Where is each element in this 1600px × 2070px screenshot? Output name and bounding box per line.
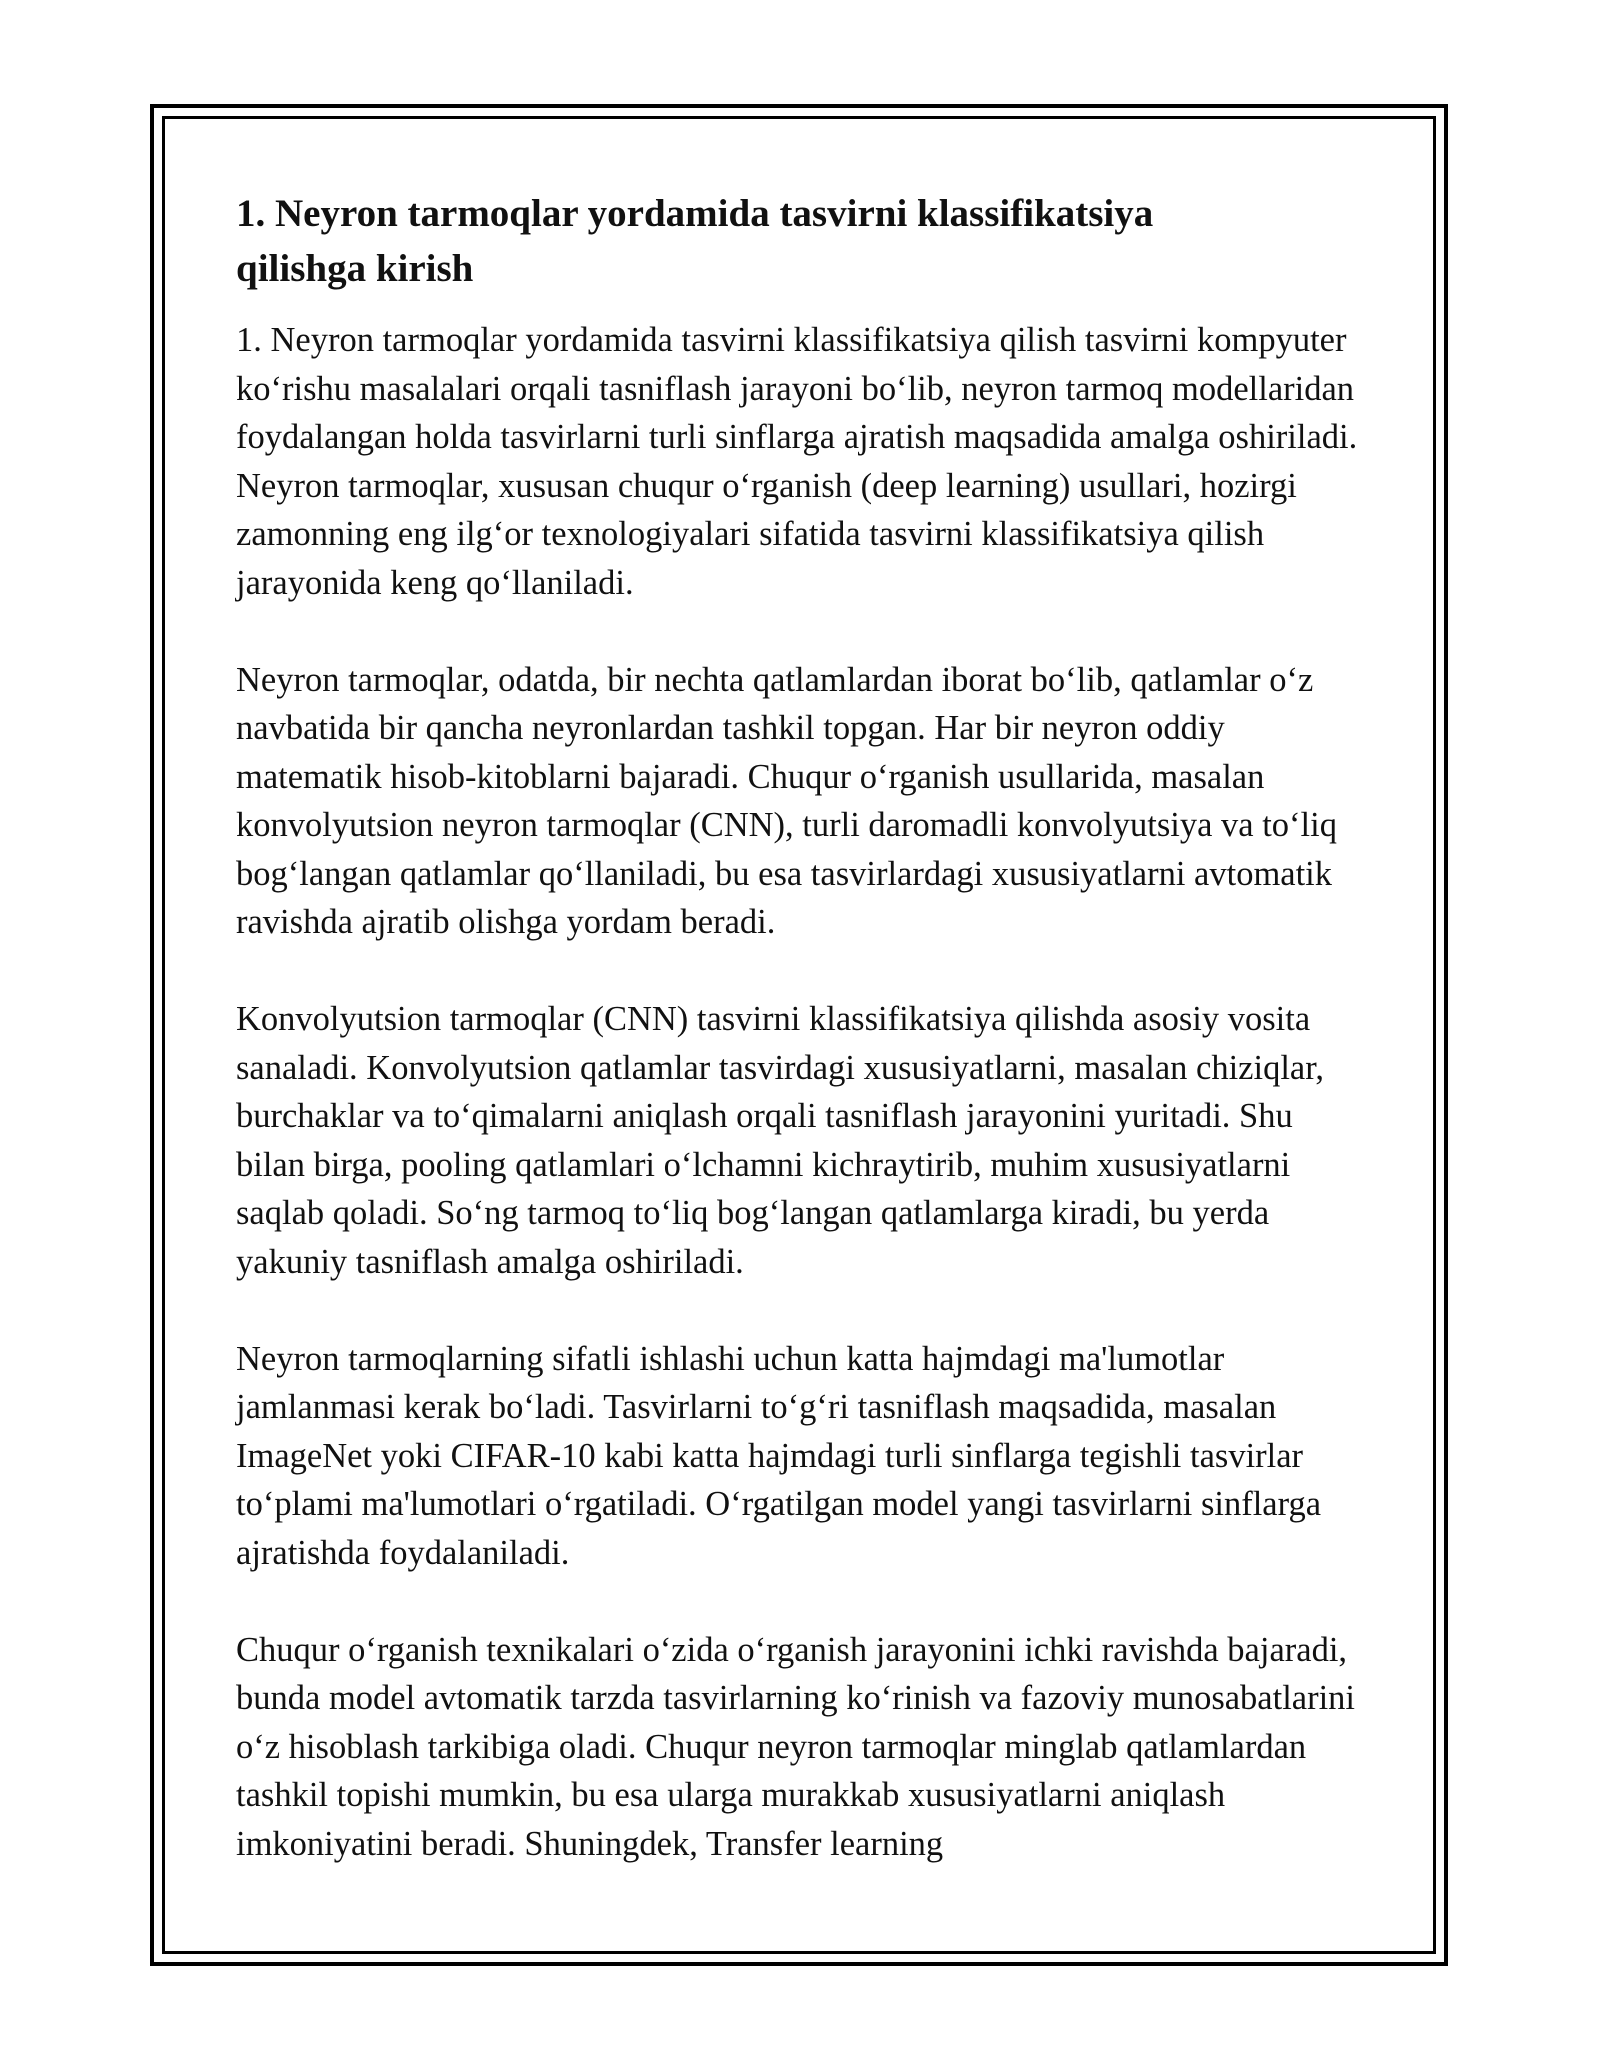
paragraph-1: 1. Neyron tarmoqlar yordamida tasvirni klassifikatsiya qilish tasvirni kompyuter ko‘rishu masalalari orqali tasniflash jarayoni bo‘lib, neyron tarmoq modellaridan foydalangan holda tasvirlarni turli sinflarga ajratish maqsadida amalga oshiriladi. Neyron tarmoqlar, xususan chuqur o‘rganish (deep learning) usullari, hozirgi zamonning eng ilg‘or texnologiyalari sifatida tasvirni klassifikatsiya qilish jarayonida keng qo‘llaniladi. (236, 321, 1358, 602)
section-title: 1. Neyron tarmoqlar yordamida tasvirni klassifikatsiya qilishga kirish (236, 192, 1154, 290)
paragraph-2: Neyron tarmoqlar, odatda, bir nechta qatlamlardan iborat bo‘lib, qatlamlar o‘z navbatida bir qancha neyronlardan tashkil topgan. Har bir neyron oddiy matematik hisob-kitoblarni bajaradi. Chuqur o‘rganish usullarida, masalan konvolyutsion neyron tarmoqlar (CNN), turli daromadli konvolyutsiya va to‘liq bog‘langan qatlamlar qo‘llaniladi, bu esa tasvirlardagi xususiyatlarni avtomatik ravishda ajratib olishga yordam beradi. (236, 660, 1337, 941)
document-body (236, 186, 1376, 1868)
paragraph-3: Konvolyutsion tarmoqlar (CNN) tasvirni klassifikatsiya qilishda asosiy vosita sanaladi. Konvolyutsion qatlamlar tasvirdagi xususiyatlarni, masalan chiziqlar, burchaklar va to‘qimalarni aniqlash orqali tasniflash jarayonini yuritadi. Shu bilan birga, pooling qatlamlari o‘lchamni kichraytirib, muhim xususiyatlarni saqlab qoladi. So‘ng tarmoq to‘liq bog‘langan qatlamlarga kiradi, bu yerda yakuniy tasniflash amalga oshiriladi. (236, 1000, 1324, 1281)
paragraph-4: Neyron tarmoqlarning sifatli ishlashi uchun katta hajmdagi ma'lumotlar jamlanmasi kerak bo‘ladi. Tasvirlarni to‘g‘ri tasniflash maqsadida, masalan ImageNet yoki CIFAR-10 kabi katta hajmdagi turli sinflarga tegishli tasvirlar to‘plami ma'lumotlari o‘rgatiladi. O‘rgatilgan model yangi tasvirlarni sinflarga ajratishda foydalaniladi. (236, 1339, 1322, 1572)
paragraph-5: Chuqur o‘rganish texnikalari o‘zida o‘rganish jarayonini ichki ravishda bajaradi, bunda model avtomatik tarzda tasvirlarning ko‘rinish va fazoviy munosabatlarini o‘z hisoblash tarkibiga oladi. Chuqur neyron tarmoqlar minglab qatlamlardan tashkil topishi mumkin, bu esa ularga murakkab xususiyatlarni aniqlash imkoniyatini beradi. Shuningdek, Transfer learning (236, 1630, 1356, 1863)
